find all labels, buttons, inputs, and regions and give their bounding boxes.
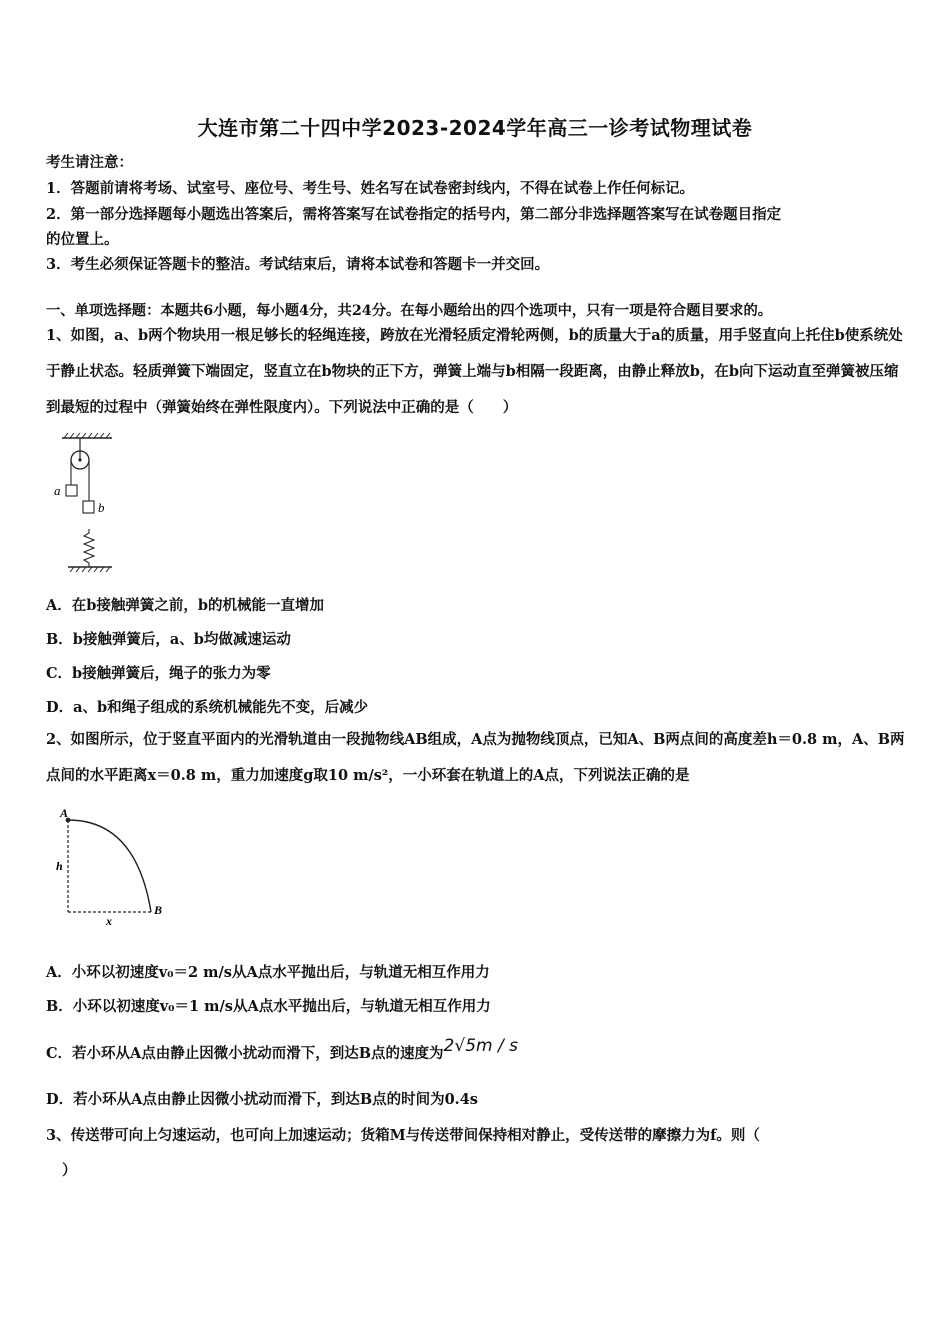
label-B: B — [154, 903, 163, 917]
notice-item-1: 1．答题前请将考场、试室号、座位号、考生号、姓名写在试卷密封线内，不得在试卷上作任何标记。 — [46, 180, 695, 197]
parabola-track — [68, 820, 151, 912]
block-a — [66, 485, 77, 496]
label-h: h — [56, 859, 63, 873]
q1-option-a: A．在b接触弹簧之前，b的机械能一直增加 — [46, 597, 325, 614]
notice-item-2-cont: 的位置上。 — [46, 231, 119, 248]
q2-figure — [50, 806, 180, 928]
q1-option-d: D．a、b和绳子组成的系统机械能先不变，后减少 — [46, 699, 369, 716]
notice-item-3: 3．考生必须保证答题卡的整洁。考试结束后，请将本试卷和答题卡一并交回。 — [46, 256, 550, 273]
label-b: b — [98, 500, 105, 515]
q2-option-d: D．若小环从A点由静止因微小扰动而滑下，到达B点的时间为0.4s — [46, 1091, 478, 1108]
q1-stem: 1、如图，a、b两个物块用一根足够长的轻绳连接，跨放在光滑轻质定滑轮两侧，b的质量大于a的质量，用手竖直向上托住b使系统处于静止状态。轻质弹簧下端固定，竖直立在b物块的正下方，弹簧上端与b相隔一段距离，由静止释放b，在b向下运动直至弹簧被压缩到最短的过程中（弹簧始终在弹性限度内）。下列说法中正确的是（ ） — [46, 327, 903, 416]
q1-option-c: C．b接触弹簧后，绳子的张力为零 — [46, 665, 271, 682]
q2-stem: 2、如图所示，位于竖直平面内的光滑轨道由一段抛物线AB组成，A点为抛物线顶点，已知A、B两点间的高度差h＝0.8 m，A、B两点间的水平距离x＝0.8 m，重力加速度g取10 m/s²，一小环套在轨道上的A点，下列说法正确的是 — [46, 731, 905, 784]
q2-option-a: A．小环以初速度v₀＝2 m/s从A点水平抛出后，与轨道无相互作用力 — [46, 964, 490, 981]
q2-option-c — [46, 1036, 518, 1063]
notice-item-2: 2．第一部分选择题每小题选出答案后，需将答案写在试卷指定的括号内，第二部分非选择题答案写在试卷题目指定 — [46, 206, 782, 223]
q2-option-c-value: 2√5m / s — [443, 1036, 518, 1056]
label-x: x — [106, 914, 112, 928]
q3-stem-line2: ） — [62, 1162, 77, 1179]
spring — [84, 529, 94, 567]
q2-option-b: B．小环以初速度v₀＝1 m/s从A点水平抛出后，与轨道无相互作用力 — [46, 998, 491, 1015]
q3-stem-line1: 3、传送带可向上匀速运动，也可向上加速运动；货箱M与传送带间保持相对静止，受传送带的摩擦力为f。则（ — [46, 1127, 760, 1144]
label-A: A — [60, 806, 69, 820]
q1-option-b: B．b接触弹簧后，a、b均做减速运动 — [46, 631, 291, 648]
q2-option-c-text: C．若小环从A点由静止因微小扰动而滑下，到达B点的速度为 — [46, 1045, 444, 1062]
section-heading: 一、单项选择题：本题共6小题，每小题4分，共24分。在每小题给出的四个选项中，只有一项是符合题目要求的。 — [46, 303, 773, 319]
q1-figure — [50, 432, 130, 577]
notice-heading: 考生请注意： — [46, 154, 133, 171]
label-a: a — [54, 483, 61, 498]
page-title: 大连市第二十四中学2023-2024学年高三一诊考试物理试卷 — [197, 116, 753, 140]
block-b — [83, 501, 94, 513]
